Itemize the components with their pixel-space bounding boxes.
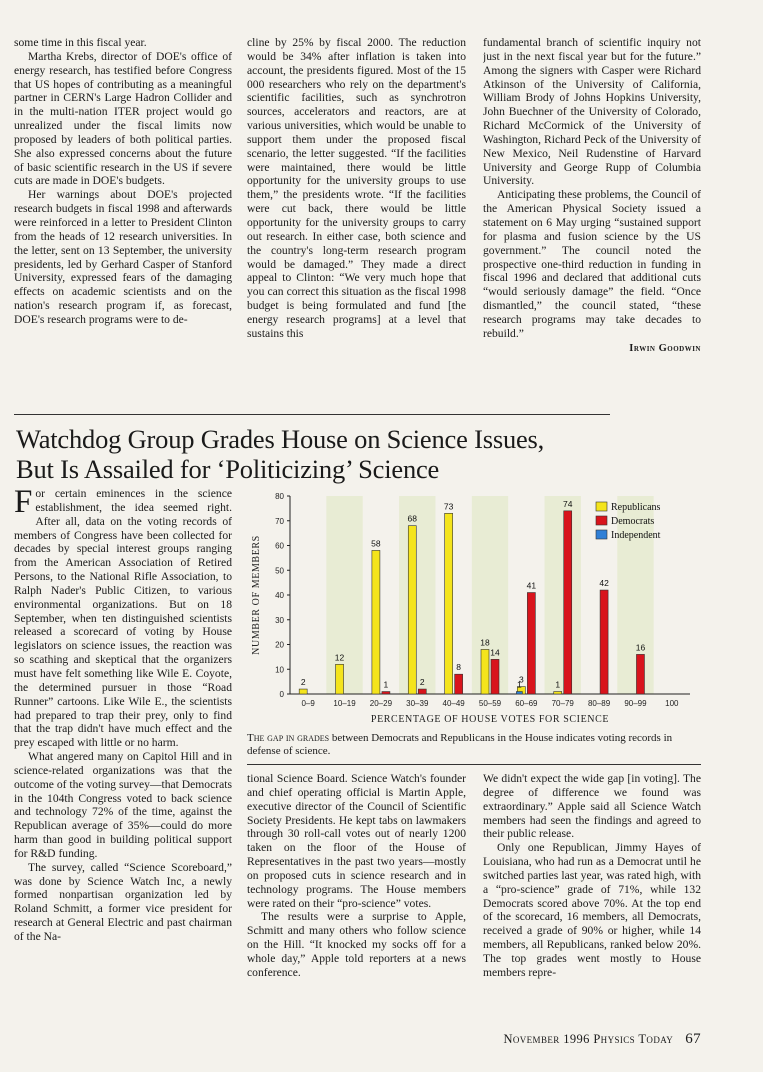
x-tick-label: 0–9 [301, 699, 315, 708]
y-tick-label: 70 [275, 516, 284, 526]
bar-republicans [299, 689, 307, 694]
x-tick-label: 80–89 [587, 699, 611, 708]
bar-democrats [418, 689, 426, 694]
y-tick-label: 80 [275, 492, 284, 501]
x-tick-label: 20–29 [369, 699, 393, 708]
bar-republicans [481, 649, 489, 694]
article-left-column [14, 487, 232, 1027]
page-footer [503, 1031, 701, 1048]
y-tick-label: 60 [275, 541, 284, 551]
caption-text: between Democrats and Republicans in the House indicates voting records in defense of science. [247, 732, 673, 757]
y-tick-label: 50 [275, 566, 284, 576]
legend-swatch-democrats [596, 516, 607, 525]
top-column-1 [14, 36, 232, 392]
x-tick-label: 70–79 [551, 699, 574, 708]
y-tick-label: 10 [275, 665, 284, 675]
bar-value-label: 1 [516, 679, 522, 690]
drop-cap: F [14, 487, 33, 520]
bar-value-label: 2 [300, 677, 306, 688]
top-column-3 [483, 36, 701, 392]
paragraph: Only one Republican, Jimmy Hayes of Louisiana, who had run as a Democrat until he switched parties last year, was rated high, with a “pro-science” grade of 71%, while 132 Democrats scored above 70%. At the top end of the scorecard, 16 members, all Democrats, received a grade of 90% or higher, while 14 members, all Republicans, ranked below 20%. The top grades went mostly to House members repre- [483, 841, 701, 979]
paragraph: We didn't expect the wide gap [in voting]. The degree of difference we found was extraordinary.” Apple said all Science Watch members had seen the findings and agreed to their public release. [483, 772, 701, 841]
y-tick-label: 30 [275, 615, 284, 625]
chart-band [545, 496, 581, 694]
bottom-middle-column [247, 772, 466, 1018]
article-headline [16, 424, 736, 484]
x-tick-label: 90–99 [624, 699, 647, 708]
legend-swatch-republicans [596, 502, 607, 511]
bar-value-label: 3 [518, 674, 524, 685]
bar-value-label: 18 [480, 637, 490, 648]
bar-value-label: 58 [371, 538, 381, 549]
article-paragraph: The survey, called “Science Scoreboard,” was done by Science Watch Inc, a newly formed nonpartisan organization led by Roland Schmitt, a former vice president for research at General Electric and past chairman of the Na- [14, 860, 232, 943]
x-tick-label: 100 [665, 699, 679, 708]
bar-value-label: 42 [599, 578, 609, 589]
paragraph: The results were a surprise to Apple, Schmitt and many others who follow science on the Hill. “It knocked my socks off for a whole day,” Apple told reporters at a news conference. [247, 910, 466, 979]
votes-chart [244, 486, 696, 730]
bar-value-label: 2 [419, 677, 425, 688]
chart-caption [247, 732, 695, 758]
bar-republicans [372, 550, 380, 694]
chart-band [472, 496, 508, 694]
legend-label-democrats: Democrats [611, 516, 655, 527]
bar-republicans [554, 692, 562, 694]
bar-value-label: 14 [490, 647, 500, 658]
bar-democrats [382, 692, 390, 694]
x-tick-label: 50–59 [478, 699, 502, 708]
article-first-paragraph: For certain eminences in the science establishment, the idea seemed right. After all, data on the voting records of members of Congress have been collected for decades by special interest groups ranging from the American Association of Retired Persons, to the National Rifle Association, to Ralph Nader's Public Citizen, to various environmental organizations. But on 18 September, when ten distinguished scientists released a scorecard of voting by House legislators on science issues, the reaction was so scathing and skeptical that the organizers must have felt something like Wile E. Coyote, the determined pursuer in those “Road Runner” cartoons. Like Wile E., the scientists had prepared to trap their prey, only to find that the trap didn't have much effect and the prey escaped with little or no harm. [14, 487, 232, 750]
headline-line-2: But Is Assailed for ‘Politicizing’ Science [16, 454, 440, 484]
bar-value-label: 1 [383, 679, 389, 690]
bar-democrats [564, 511, 572, 694]
x-tick-label: 30–39 [406, 699, 429, 708]
bar-value-label: 12 [334, 652, 345, 663]
bottom-right-column [483, 772, 701, 1018]
bar-value-label: 73 [443, 501, 454, 512]
bar-value-label: 16 [635, 642, 646, 653]
bar-democrats [600, 590, 608, 694]
x-tick-label: 40–49 [442, 699, 465, 708]
bar-republicans [408, 526, 416, 694]
y-tick-label: 20 [275, 640, 284, 650]
chart-band [399, 496, 435, 694]
paragraph: Martha Krebs, director of DOE's office of energy research, has testified before Congress that US hopes of contributing as a meaningful partner in CERN's Large Hadron Collider and in the multi-nation ITER project would go unrealized under the fiscal limits now proposed by leaders of both political parties. She also expressed concerns about the future of basic scientific research in the US if severe cuts are made in DOE's budgets. [14, 49, 232, 188]
page-number: 67 [685, 1031, 701, 1047]
bar-democrats [491, 659, 499, 694]
caption-lead: The gap in grades [247, 732, 330, 744]
y-tick-label: 0 [279, 690, 284, 699]
chart-band [326, 496, 362, 694]
x-tick-label: 60–69 [515, 699, 538, 708]
paragraph: Her warnings about DOE's projected research budgets in fiscal 1998 and afterwards were reinforced in a letter to President Clinton from the heads of 12 research universities. In the letter, sent on 13 September, the university presidents, led by Gerhard Casper of Stanford University, expressed fears of the damaging effects on academic scientists and on the nation's research program if, as forecast, DOE's research programs were to de- [14, 188, 232, 326]
bar-democrats [527, 593, 535, 694]
bar-value-label: 74 [562, 498, 573, 509]
caption-rule [247, 764, 701, 765]
bar-value-label: 68 [407, 513, 418, 524]
top-column-2 [247, 36, 466, 392]
chart-svg [244, 486, 696, 730]
article-paragraph: What angered many on Capitol Hill and in science-related organizations was that the outcome of the voting survey—that Democrats in the 104th Congress voted to back science and technology 72% of the time, against the Republican average of 35%—could do more harm than good in building political support for R&D funding. [14, 750, 232, 860]
bar-republicans [336, 664, 344, 694]
y-tick-label: 40 [275, 591, 284, 600]
legend-swatch-independent [596, 530, 607, 539]
bar-value-label: 41 [526, 580, 537, 591]
paragraph: cline by 25% by fiscal 2000. The reduction would be 34% after inflation is taken into account, the presidents figured. Most of the 15 000 researchers who rely on the department's scientific facilities, such as synchrotron sources, accelerators and reactors, are at various universities, which would be unable to support them under the proposed fiscal scenario, the letter suggested. “If the facilities were maintained, there would be little opportunity for the university groups to use them,” the presidents wrote. “If the facilities were cut back, there would be little opportunity for the university groups to carry out research. In either case, both science and the country's long-term research program would be damaged.” They made a direct appeal to Clinton: “We very much hope that you can correct this situation as the fiscal 1998 budget is being formulated and fund [the energy research programs] at a level that sustains this [247, 36, 466, 340]
author-signature: Irwin Goodwin [629, 342, 701, 354]
bar-democrats [636, 654, 644, 694]
bar-value-label: 1 [555, 679, 561, 690]
bar-republicans [445, 513, 453, 694]
footer-issue: November 1996 Physics Today [503, 1032, 674, 1046]
paragraph: tional Science Board. Science Watch's founder and chief operating official is Martin Apple, executive director of the Council of Scientific Society Presidents. He kept tabs on lawmakers through 30 roll-call votes out of nearly 1200 taken on the floor of the House of Representatives in the past two years—mostly on proposed cuts in science research and in technology programs. The House members were rated on their “pro-science” votes. [247, 772, 466, 910]
paragraph: some time in this fiscal year. [14, 36, 147, 49]
legend-label-independent: Independent [611, 530, 661, 541]
paragraph: Anticipating these problems, the Council of the American Physical Society issued a statement on 6 May urging “sustained support for plasma and fusion science by the US government.” The council noted the prospective one-third reduction in funding in fiscal 1996 and declared that additional cuts “would seriously damage” the field. “Once dismantled,” the council stated, “these research programs may take decades to rebuild.” [483, 188, 701, 340]
legend-label-republicans: Republicans [611, 502, 661, 513]
y-axis-title: NUMBER OF MEMBERS [251, 535, 262, 655]
headline-line-1: Watchdog Group Grades House on Science Issues, [16, 424, 545, 454]
x-axis-title: PERCENTAGE OF HOUSE VOTES FOR SCIENCE [370, 714, 610, 725]
bar-independent [516, 692, 522, 694]
bar-value-label: 8 [456, 662, 462, 673]
paragraph: fundamental branch of scientific inquiry not just in the next fiscal year but for the future.” Among the signers with Casper were Richard Atkinson of the University of California, William Brody of Johns Hopkins University, John Buechner of the University of Colorado, Richard McCormick of the University of Washington, Richard Peck of the University of New Mexico, Neil Rudenstine of Harvard University and George Rupp of Columbia University. [483, 36, 701, 188]
section-divider [14, 414, 610, 415]
bar-democrats [455, 674, 463, 694]
x-tick-label: 10–19 [333, 699, 356, 708]
